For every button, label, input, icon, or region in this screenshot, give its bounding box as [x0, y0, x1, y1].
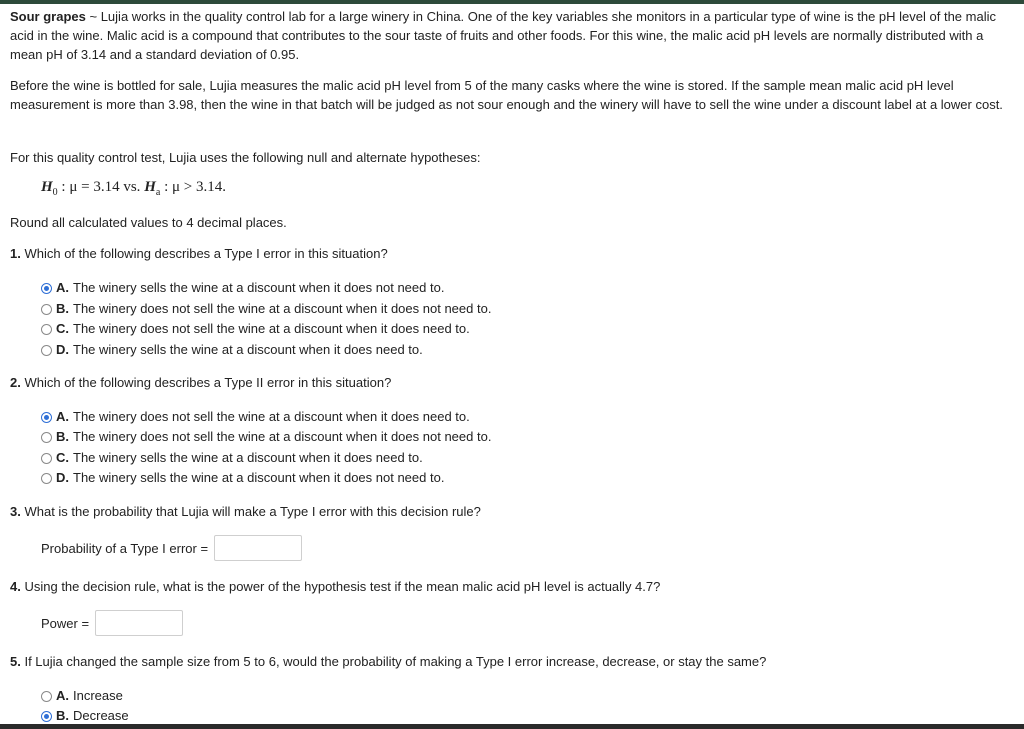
q1-option-a[interactable] — [41, 278, 444, 298]
radio-selected-icon[interactable] — [41, 283, 52, 294]
q5-option-b-text: Decrease — [73, 708, 129, 723]
q2-option-b-letter: B. — [56, 429, 69, 444]
question-1-text: Which of the following describes a Type I error in this situation? — [24, 246, 388, 261]
q5-option-a-letter: A. — [56, 688, 69, 703]
rounding-note: Round all calculated values to 4 decimal places. — [10, 215, 287, 230]
power-answer-row — [41, 610, 183, 636]
q5-option-b-letter: B. — [56, 708, 69, 723]
null-hypothesis-text: : μ = 3.14 vs. — [57, 179, 145, 195]
q1-option-d-letter: D. — [56, 342, 69, 357]
bottom-border — [0, 724, 1024, 729]
radio-icon[interactable] — [41, 345, 52, 356]
q1-option-b-text: The winery does not sell the wine at a discount when it does not need to. — [73, 301, 492, 316]
hypotheses-statement — [41, 179, 226, 198]
alt-symbol: H — [144, 179, 156, 195]
question-2-number: 2. — [10, 375, 21, 390]
title-separator: ~ — [89, 9, 98, 24]
q2-option-c[interactable] — [41, 448, 423, 468]
radio-icon[interactable] — [41, 453, 52, 464]
q1-option-d[interactable] — [41, 340, 423, 360]
intro-text: Lujia works in the quality control lab for a large winery in China. One of the key variables she monitors in a particular type of wine is the pH level of the malic acid in the wine. Malic acid is a compound that contributes to the sour taste of fruits and other foods. For this wine, the malic acid pH levels are normally distributed with a mean pH of 3.14 and a standard deviation of 0.95. — [10, 9, 996, 62]
q2-option-d[interactable] — [41, 468, 444, 488]
q1-option-c[interactable] — [41, 319, 470, 339]
q2-option-b[interactable] — [41, 427, 491, 447]
question-3-number: 3. — [10, 504, 21, 519]
q2-option-a-letter: A. — [56, 409, 69, 424]
question-1-number: 1. — [10, 246, 21, 261]
radio-selected-icon[interactable] — [41, 711, 52, 722]
radio-selected-icon[interactable] — [41, 412, 52, 423]
question-5-text: If Lujia changed the sample size from 5 to 6, would the probability of making a Type I error increase, decrease, or stay the same? — [24, 654, 767, 669]
q2-option-c-text: The winery sells the wine at a discount when it does need to. — [73, 450, 423, 465]
question-3 — [10, 504, 481, 519]
power-label: Power = — [41, 615, 90, 631]
question-4-number: 4. — [10, 579, 21, 594]
q1-option-a-text: The winery sells the wine at a discount when it does not need to. — [73, 280, 445, 295]
radio-icon[interactable] — [41, 432, 52, 443]
hypotheses-intro: For this quality control test, Lujia uses the following null and alternate hypotheses: — [10, 150, 481, 165]
q1-option-c-letter: C. — [56, 321, 69, 336]
problem-title: Sour grapes — [10, 9, 86, 24]
radio-icon[interactable] — [41, 304, 52, 315]
q1-option-b-letter: B. — [56, 301, 69, 316]
q5-option-a[interactable] — [41, 686, 123, 706]
question-1 — [10, 246, 388, 261]
intro-paragraph — [10, 7, 1018, 64]
question-3-text: What is the probability that Lujia will make a Type I error with this decision rule? — [24, 504, 481, 519]
radio-icon[interactable] — [41, 473, 52, 484]
question-4 — [10, 579, 660, 594]
radio-icon[interactable] — [41, 691, 52, 702]
question-5-number: 5. — [10, 654, 21, 669]
q2-option-b-text: The winery does not sell the wine at a discount when it does not need to. — [73, 429, 492, 444]
question-5 — [10, 654, 766, 669]
q5-option-a-text: Increase — [73, 688, 123, 703]
q2-option-d-letter: D. — [56, 470, 69, 485]
question-4-text: Using the decision rule, what is the power of the hypothesis test if the mean malic acid pH level is actually 4.7? — [24, 579, 661, 594]
q2-option-a-text: The winery does not sell the wine at a discount when it does need to. — [73, 409, 470, 424]
q1-option-a-letter: A. — [56, 280, 69, 295]
null-subscript: 0 — [52, 187, 58, 198]
q1-option-b[interactable] — [41, 299, 491, 319]
q1-option-c-text: The winery does not sell the wine at a discount when it does need to. — [73, 321, 470, 336]
q5-option-b[interactable] — [41, 706, 129, 726]
type-i-error-label: Probability of a Type I error = — [41, 540, 209, 556]
alt-hypothesis-text: : μ > 3.14. — [160, 179, 226, 195]
q2-option-d-text: The winery sells the wine at a discount when it does not need to. — [73, 470, 445, 485]
q2-option-c-letter: C. — [56, 450, 69, 465]
top-border — [0, 0, 1024, 4]
null-symbol: H — [41, 179, 53, 195]
power-input[interactable] — [95, 610, 183, 636]
type-i-error-input[interactable] — [214, 535, 302, 561]
q2-option-a[interactable] — [41, 407, 470, 427]
alt-subscript: a — [155, 187, 161, 198]
q1-option-d-text: The winery sells the wine at a discount when it does need to. — [73, 342, 423, 357]
question-2-text: Which of the following describes a Type II error in this situation? — [24, 375, 392, 390]
type-i-error-answer-row — [41, 535, 302, 561]
radio-icon[interactable] — [41, 324, 52, 335]
question-2 — [10, 375, 391, 390]
sampling-paragraph: Before the wine is bottled for sale, Lujia measures the malic acid pH level from 5 of the many casks where the wine is stored. If the sample mean malic acid pH level measurement is more than 3.98, then the wine in that batch will be judged as not sour enough and the winery will have to sell the wine under a discount label at a lower cost. — [10, 78, 1003, 112]
